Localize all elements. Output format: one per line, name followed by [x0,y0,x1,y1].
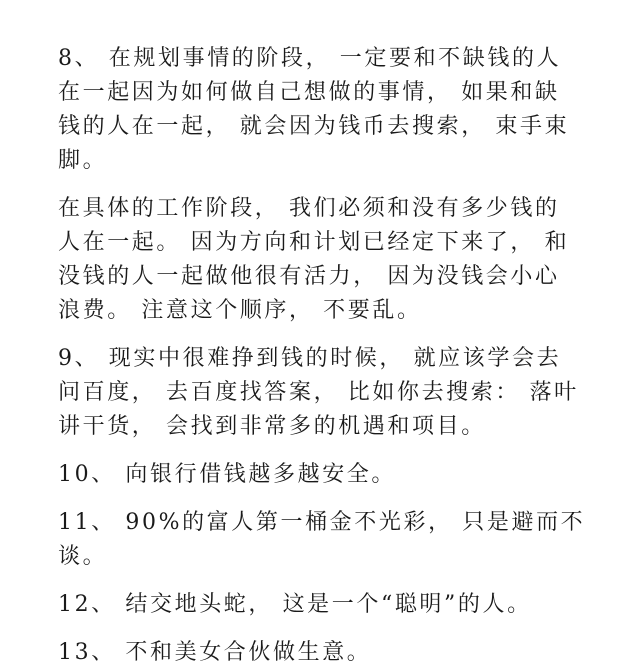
paragraph-item-8-continued [58,192,612,328]
text-line: 脚。 [58,148,108,173]
paragraph-item-11 [58,506,612,574]
paragraph-item-13 [58,636,612,670]
text-line: 9、 现实中很难挣到钱的时候， 就应该学会去 [58,346,562,371]
text-line: 浪费。 注意这个顺序， 不要乱。 [58,298,422,323]
text-line: 11、 90%的富人第一桶金不光彩， 只是避而不 [58,510,586,535]
text-line: 在一起因为如何做自己想做的事情， 如果和缺 [58,80,560,105]
paragraph-item-9 [58,342,612,444]
paragraph-item-12 [58,588,612,622]
paragraph-item-10 [58,458,612,492]
text-line: 8、 在规划事情的阶段， 一定要和不缺钱的人 [58,46,562,71]
text-line: 人在一起。 因为方向和计划已经定下来了， 和 [58,230,570,255]
text-line: 讲干货， 会找到非常多的机遇和项目。 [58,414,486,439]
text-line: 10、 向银行借钱越多越安全。 [58,462,396,487]
text-line: 没钱的人一起做他很有活力， 因为没钱会小心 [58,264,560,289]
text-line: 在具体的工作阶段， 我们必须和没有多少钱的 [58,196,560,221]
text-line: 钱的人在一起， 就会因为钱币去搜索， 束手束 [58,114,570,139]
text-line: 12、 结交地头蛇， 这是一个“聪明”的人。 [58,592,532,617]
text-line: 谈。 [58,544,108,569]
text-line: 问百度， 去百度找答案， 比如你去搜索： 落叶 [58,380,579,405]
text-line: 13、 不和美女合伙做生意。 [58,640,372,665]
paragraph-item-8 [58,42,612,178]
